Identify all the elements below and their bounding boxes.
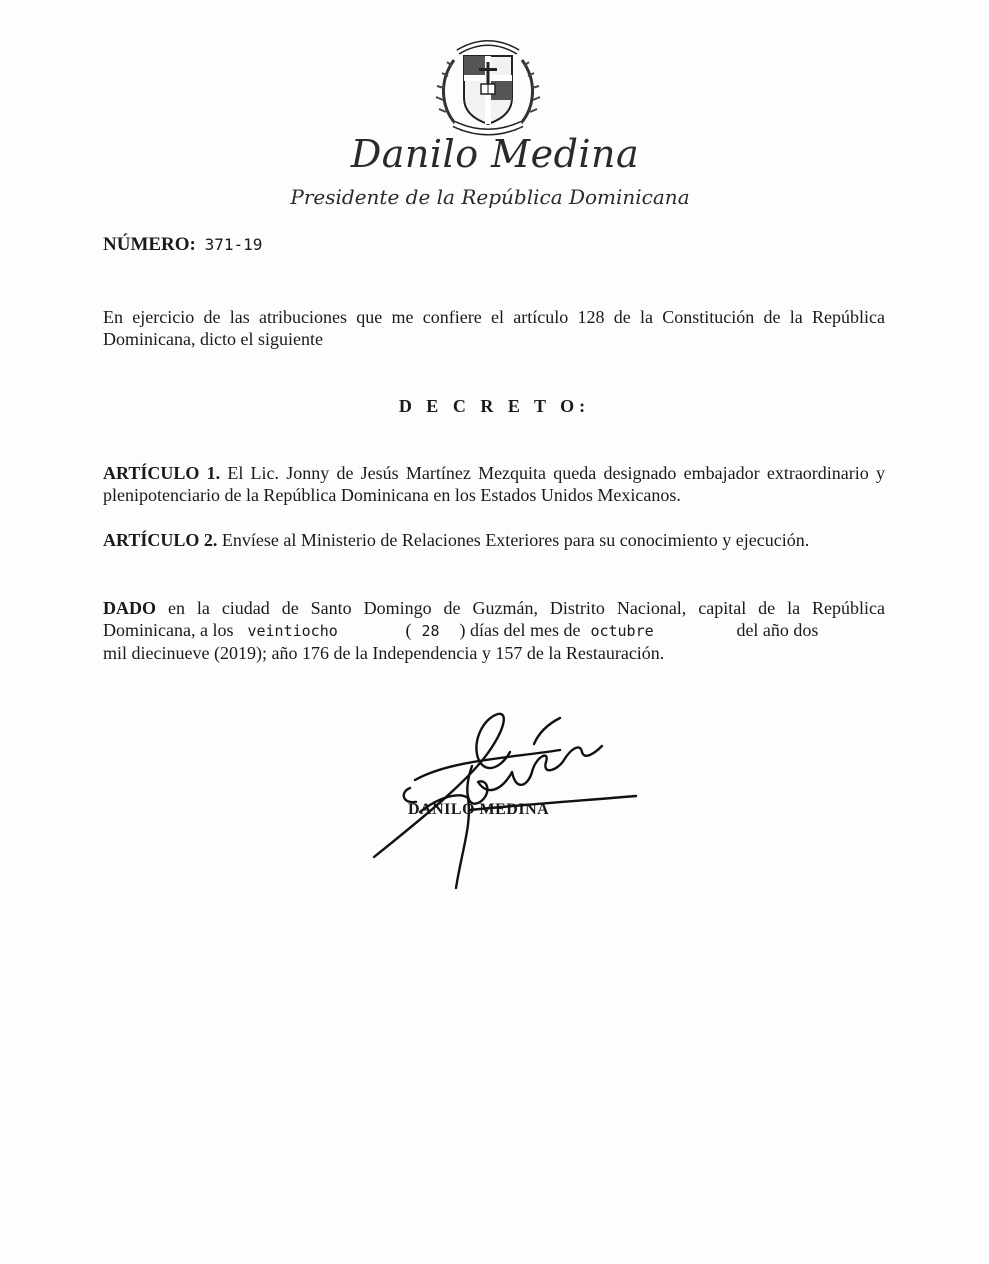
article-1-label: ARTÍCULO 1. [103, 463, 221, 483]
coat-of-arms-icon [432, 32, 544, 142]
given-line-2-mid: ) días del mes de [459, 620, 581, 640]
decree-heading: D E C R E T O: [398, 396, 591, 416]
given-label: DADO [103, 598, 156, 618]
given-line-2-start: Dominicana, a los [103, 620, 234, 640]
day-paren-open: ( [405, 620, 412, 640]
article-1-text: El Lic. Jonny de Jesús Martínez Mezquita queda designado embajador extraordinario y plenipotenciario de la República Dominicana en los Estados Unidos Mexicanos. [103, 463, 885, 505]
given-line-2-end: del año dos [736, 620, 819, 640]
decree-number [103, 234, 262, 256]
article-2-label: ARTÍCULO 2. [103, 530, 218, 550]
intro-paragraph: En ejercicio de las atribuciones que me confiere el artículo 128 de la Constitución de la República Dominicana, dicto el siguiente [103, 307, 885, 349]
article-2-text: Envíese al Ministerio de Relaciones Exteriores para su conocimiento y ejecución. [221, 530, 810, 550]
coat-of-arms-seal [432, 32, 544, 142]
given-line-2 [103, 619, 885, 642]
decree-number-label: NÚMERO: [103, 234, 196, 255]
day-in-words: veintiocho [247, 622, 338, 640]
decree-number-value: 371-19 [204, 235, 263, 254]
handwritten-signature-icon [360, 700, 650, 900]
given-line-1-text: en la ciudad de Santo Domingo de Guzmán, Distrito Nacional, capital de la República [167, 598, 885, 618]
letterhead-title: Presidente de la República Dominicana [290, 185, 690, 209]
day-number: 28 [421, 622, 440, 640]
given-line-3: mil diecinueve (2019); año 176 de la Independencia y 157 de la Restauración. [103, 643, 665, 663]
given-clause [103, 597, 885, 664]
letterhead-name: Danilo Medina [350, 132, 640, 176]
article-2 [103, 529, 885, 551]
given-line-1 [103, 597, 885, 619]
article-1 [103, 462, 885, 506]
month-name: octubre [590, 622, 654, 640]
signer-name: DANILO MEDINA [408, 801, 550, 818]
signature [360, 700, 650, 900]
